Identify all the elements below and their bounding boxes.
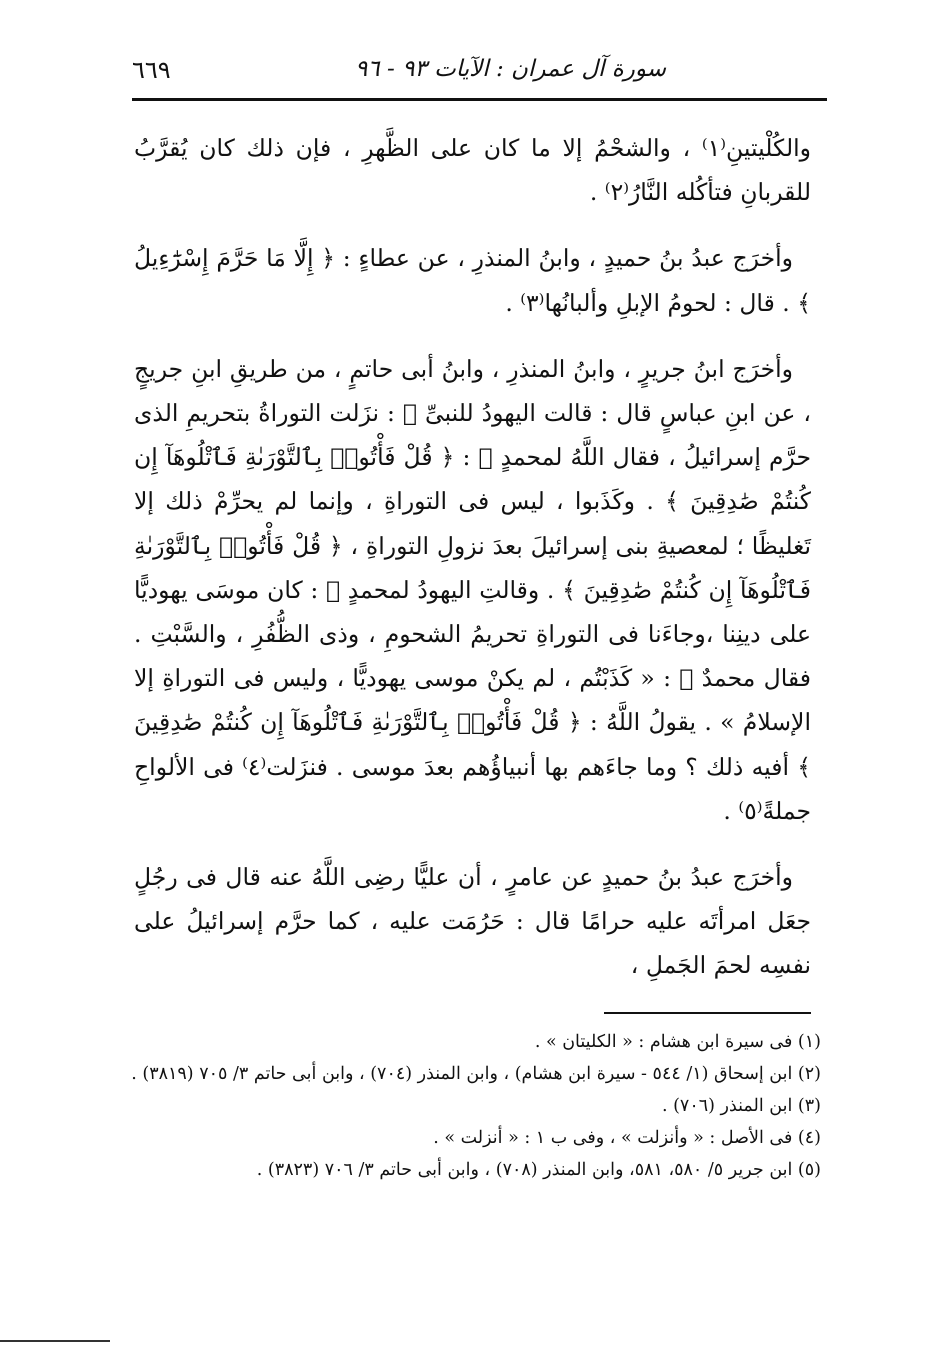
page-number: ٦٦٩ [132,56,171,84]
paragraph-4: وأخرَج عبدُ بنُ حميدٍ عن عامرٍ ، أن عليًّا رضِى اللَّهُ عنه قال فى رجُلٍ جعَل امرأتَه عليه حرامًا قال : حَرُمَت عليه ، كما حرَّم إسرائيلُ على نفسِه لحمَ الجَملِ ، [134,863,811,980]
paragraph-2: وأخرَج عبدُ بنُ حميدٍ ، وابنُ المنذرِ ، عن عطاءٍ : ﴿ إِلَّا مَا حَرَّمَ إِسْرَٰٓءِيلُ ﴾ . قال : لحومُ الإبلِ وألبانُها⁽٣⁾ . [134,244,811,317]
footnote-3: (٣) ابن المنذر (٧٠٦) . [661,1096,821,1116]
scan-edge-line [0,1340,110,1342]
main-text [134,126,811,1010]
paragraph-1: والكُلْيتينِ⁽١⁾ ، والشحْمُ إلا ما كان على الظَّهرِ ، فإن ذلك كان يُقرَّبُ للقربانِ فتأكُله النَّارُ⁽٢⁾ . [134,134,811,207]
footnote-1: (١) فى سيرة ابن هشام : « الكليتان » . [534,1032,821,1052]
footnote-5: (٥) ابن جرير ٥/ ٥٨٠، ٥٨١، وابن المنذر (٧٠٨) ، وابن أبى حاتم ٣/ ٧٠٦ (٣٨٢٣) . [256,1160,821,1180]
header-rule [132,98,827,101]
paragraph-3: وأخرَج ابنُ جريرٍ ، وابنُ المنذرِ ، وابنُ أبى حاتمٍ ، من طريقِ ابنِ جريجٍ ، عن ابنِ عباسٍ قال : قالت اليهودُ للنبىِّ ﷺ : نزَلت التوراةُ بتحريمِ الذى حرَّم إسرائيلُ ، فقال اللَّهُ لمحمدٍ ﷺ : ﴿ قُلْ فَأْتُوا۟ بِٱلتَّوْرَىٰةِ فَٱتْلُوهَآ إِن كُنتُمْ صَٰدِقِينَ ﴾ . وكَذَبوا ، ليس فى التوراةِ ، وإنما لم يحرِّمْ ذلك إلا تَغليظًا ؛ لمعصيةِ بنى إسرائيلَ بعدَ نزولِ التوراةِ ، ﴿ قُلْ فَأْتُوا۟ بِٱلتَّوْرَىٰةِ فَٱتْلُوهَآ إِن كُنتُمْ صَٰدِقِينَ ﴾ . وقالتِ اليهودُ لمحمدٍ ﷺ : كان موسَى يهوديًّا على دينِنا ،وجاءَنا فى التوراةِ تحريمُ الشحومِ ، وذى الظُّفُرِ ، والسَّبْتِ . فقال محمدٌ ﷺ : « كَذَبْتُم ، لم يكنْ موسى يهوديًّا ، وليس فى التوراةِ إلا الإسلامُ » . يقولُ اللَّهُ : ﴿ قُلْ فَأْتُوا۟ بِٱلتَّوْرَىٰةِ فَٱتْلُوهَآ إِن كُنتُمْ صَٰدِقِينَ ﴾ أفيه ذلك ؟ وما جاءَهم بها أنبياؤُهم بعدَ موسى . فنزَلت⁽٤⁾ فى الألواحِ جملةً⁽٥⁾ . [134,354,811,825]
page-header [132,54,799,94]
footnotes [131,1026,821,1186]
running-title: سورة آل عمران : الآيات ٩٣ - ٩٦ [354,56,667,82]
footnote-rule [604,1012,811,1014]
footnote-2: (٢) ابن إسحاق (١/ ٥٤٤ - سيرة ابن هشام) ، وابن المنذر (٧٠٤) ، وابن أبى حاتم ٣/ ٧٠٥ (٣٨١٩) . [131,1064,821,1084]
footnote-4: (٤) فى الأصل : « وأنزلت » ، وفى ب ١ : « أنزلت » . [433,1128,821,1148]
